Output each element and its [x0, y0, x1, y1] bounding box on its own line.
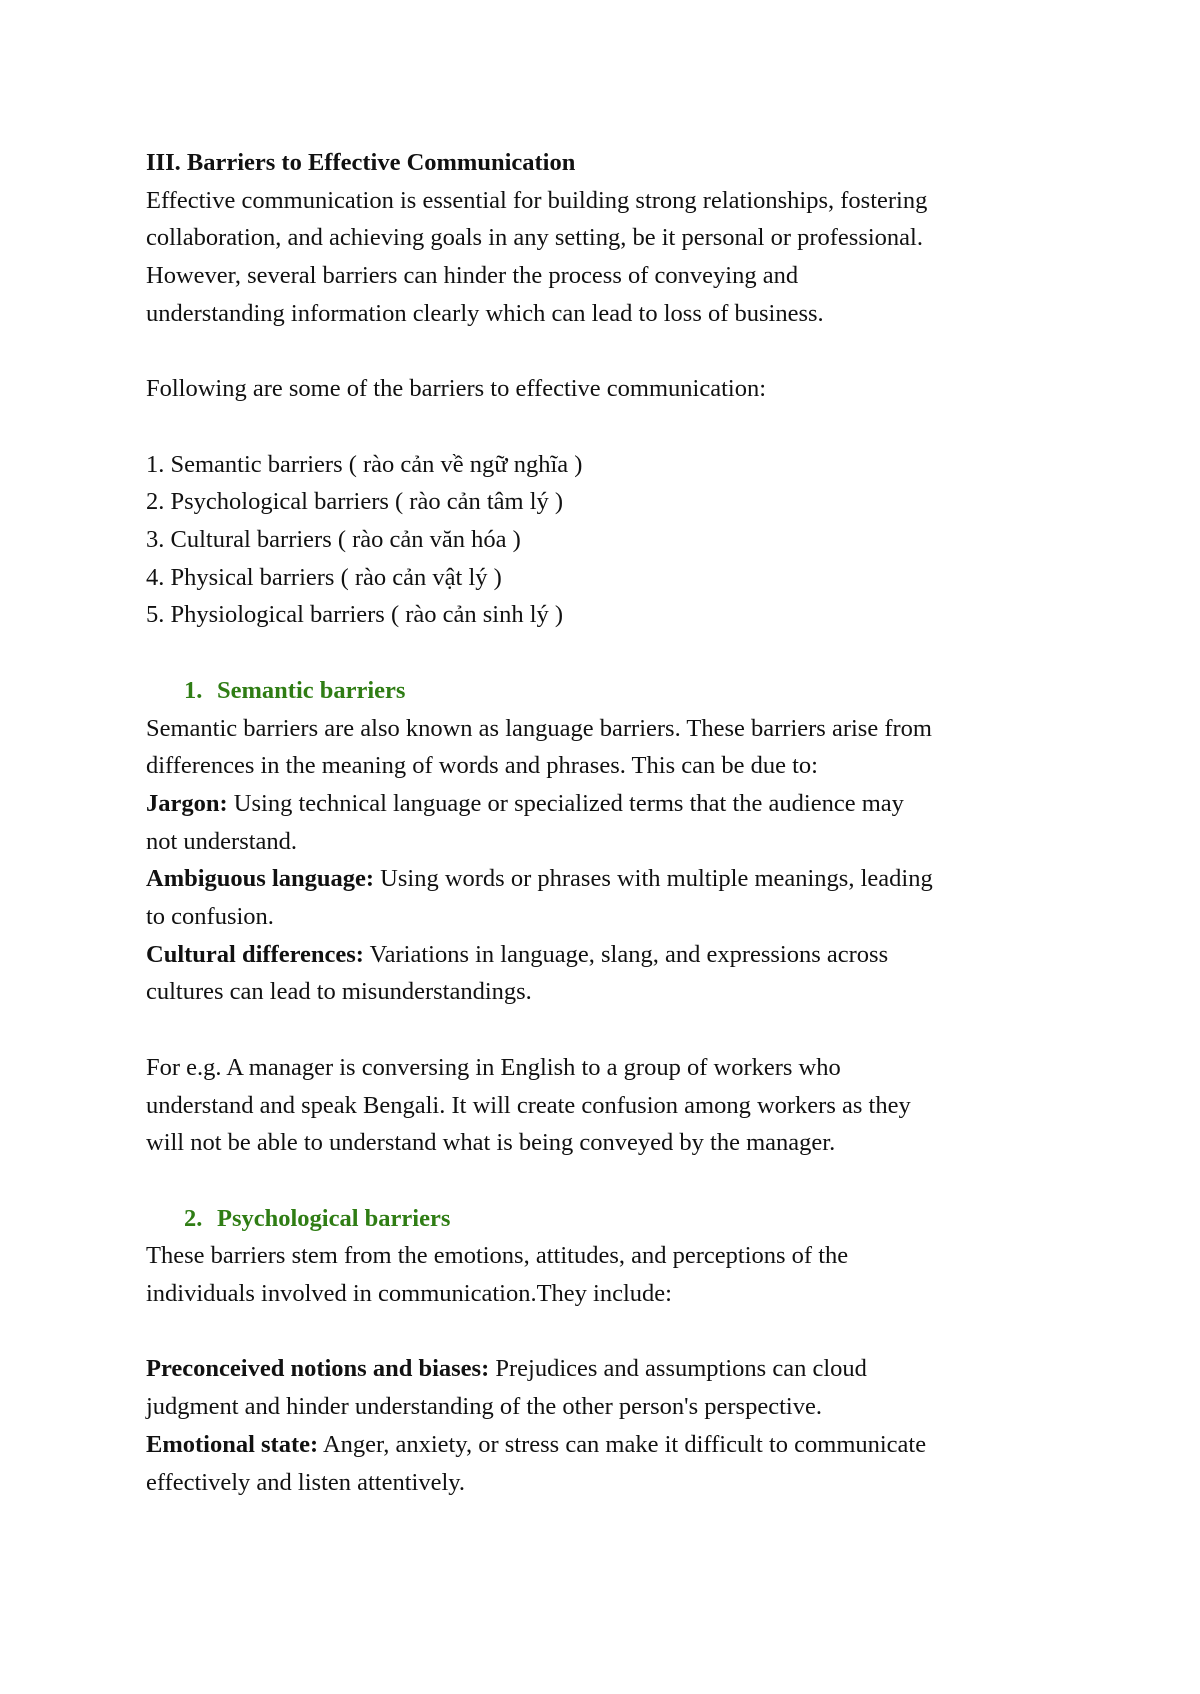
definition-text-continued: effectively and listen attentively. [146, 1468, 466, 1496]
blank-line [146, 1162, 1086, 1200]
definition-item [146, 1350, 1086, 1388]
example-line: understand and speak Bengali. It will create confusion among workers as they [146, 1091, 911, 1119]
definition-text: Using technical language or specialized terms that the audience may [227, 789, 904, 817]
definition-text: Using words or phrases with multiple meanings, leading [374, 865, 933, 893]
barrier-list-item: 3. Cultural barriers ( rào cản văn hóa ) [146, 526, 521, 553]
definition-item [146, 785, 1086, 823]
definition-term: Jargon: [146, 789, 228, 817]
definition-text: Anger, anxiety, or stress can make it difficult to communicate [318, 1430, 927, 1458]
section-paragraph-line: differences in the meaning of words and phrases. This can be due to: [146, 752, 818, 780]
definition-text: Prejudices and assumptions can cloud [489, 1355, 867, 1383]
barrier-list-item: 2. Psychological barriers ( rào cản tâm lý ) [146, 488, 564, 516]
blank-line [146, 1313, 1086, 1351]
intro-line: Effective communication is essential for building strong relationships, fostering [146, 186, 928, 214]
section-heading-semantic [146, 672, 1086, 710]
definition-term: Cultural differences: [146, 940, 364, 968]
definition-text-continued: cultures can lead to misunderstandings. [146, 978, 532, 1006]
definition-text: Variations in language, slang, and expressions across [363, 940, 889, 968]
intro-line: collaboration, and achieving goals in any setting, be it personal or professional. [146, 224, 923, 252]
example-line: For e.g. A manager is conversing in English to a group of workers who [146, 1053, 841, 1081]
blank-line [146, 408, 1086, 446]
document-page [146, 144, 1086, 1501]
barrier-list-item: 1. Semantic barriers ( rào cản về ngữ nghĩa ) [146, 450, 583, 478]
definition-term: Preconceived notions and biases: [146, 1355, 490, 1383]
intro-line: However, several barriers can hinder the process of conveying and [146, 262, 799, 290]
intro-line: understanding information clearly which can lead to loss of business. [146, 299, 824, 327]
definition-term: Emotional state: [146, 1430, 319, 1458]
document-title: III. Barriers to Effective Communication [146, 149, 576, 176]
blank-line [146, 634, 1086, 672]
barrier-list-item: 4. Physical barriers ( rào cản vật lý ) [146, 563, 502, 591]
definition-item [146, 1426, 1086, 1464]
definition-term: Ambiguous language: [146, 865, 375, 893]
section-paragraph-line: individuals involved in communication.They include: [146, 1280, 672, 1308]
example-line: will not be able to understand what is being conveyed by the manager. [146, 1129, 836, 1157]
section-heading-psychological [146, 1200, 1086, 1238]
section-heading-text: Semantic barriers [217, 676, 406, 704]
section-paragraph-line: Semantic barriers are also known as language barriers. These barriers arise from [146, 714, 932, 742]
definition-item [146, 936, 1086, 974]
list-intro: Following are some of the barriers to effective communication: [146, 375, 767, 403]
section-heading-text: Psychological barriers [217, 1204, 451, 1232]
blank-line [146, 1011, 1086, 1049]
section-paragraph-line: These barriers stem from the emotions, attitudes, and perceptions of the [146, 1242, 849, 1270]
definition-text-continued: not understand. [146, 827, 298, 855]
barrier-list-item: 5. Physiological barriers ( rào cản sinh lý ) [146, 601, 564, 629]
definition-text-continued: to confusion. [146, 903, 274, 931]
blank-line [146, 333, 1086, 371]
section-number: 2. [184, 1204, 203, 1232]
section-number: 1. [184, 676, 203, 704]
definition-item [146, 860, 1086, 898]
definition-text-continued: judgment and hinder understanding of the other person's perspective. [146, 1393, 822, 1421]
